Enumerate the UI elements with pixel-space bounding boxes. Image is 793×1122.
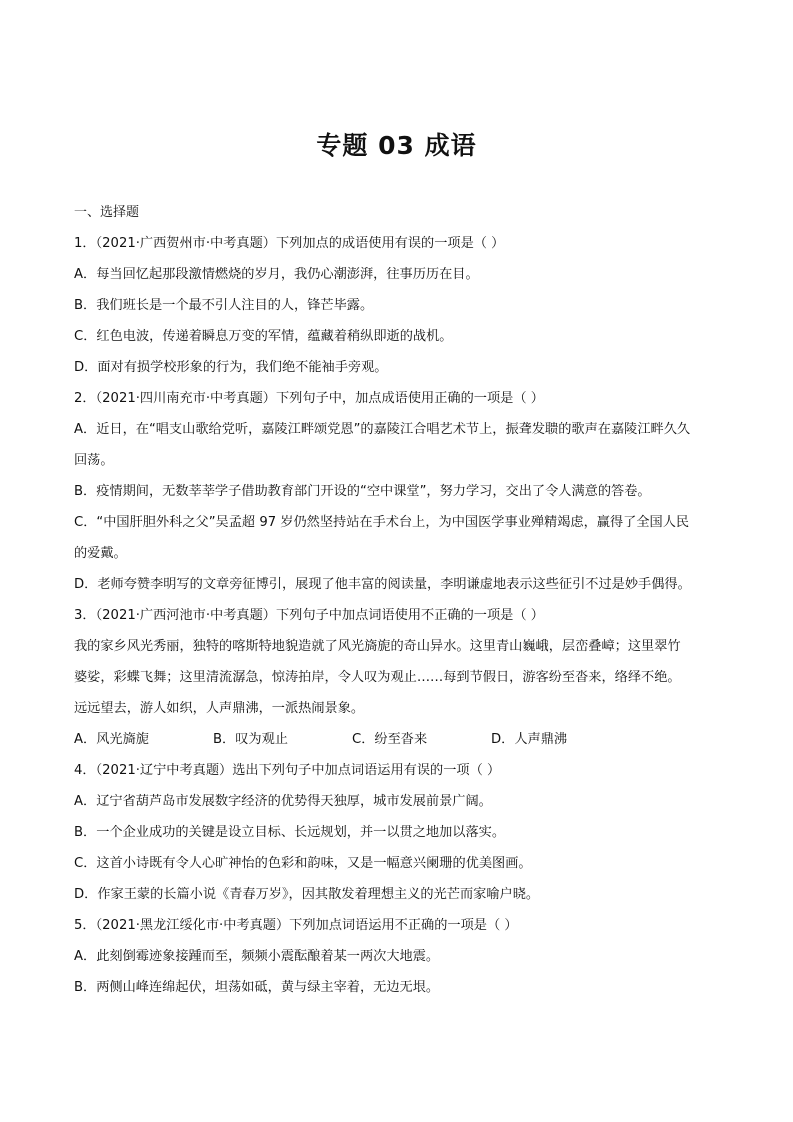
text-line: 5．（2021·黑龙江绥化市·中考真题）下列加点词语运用不正确的一项是（ ） — [74, 918, 518, 933]
text-line: A．辽宁省葫芦岛市发展数字经济的优势得天独厚，城市发展前景广阔。 — [74, 794, 492, 809]
text-line: 我的家乡风光秀丽，独特的喀斯特地貌造就了风光旖旎的奇山异水。这里青山巍峨，层峦叠嶂；这里翠竹 — [74, 639, 681, 654]
section-heading: 一、选择题 — [74, 205, 140, 220]
option-c: C．纷至沓来 — [352, 732, 428, 747]
text-line: D．面对有损学校形象的行为，我们绝不能袖手旁观。 — [74, 360, 388, 375]
text-line: A．每当回忆起那段激情燃烧的岁月，我仍心潮澎湃，往事历历在目。 — [74, 267, 479, 282]
option-a: A．风光旖旎 — [74, 732, 149, 747]
option-d: D．人声鼎沸 — [491, 732, 568, 747]
text-line: B．一个企业成功的关键是设立目标、长远规划，并一以贯之地加以落实。 — [74, 825, 506, 840]
text-line: B．两侧山峰连绵起伏，坦荡如砥，黄与绿主宰着，无边无垠。 — [74, 980, 440, 995]
text-line: 婆娑，彩蝶飞舞；这里清流潺急，惊涛拍岸，令人叹为观止……每到节假日，游客纷至沓来，络绎不绝。 — [74, 670, 681, 685]
text-line: 4．（2021·辽宁中考真题）选出下列句子中加点词语运用有误的一项（ ） — [74, 763, 501, 778]
text-line: B．疫情期间，无数莘莘学子借助教育部门开设的“空中课堂”，努力学习，交出了令人满意的答卷。 — [74, 484, 651, 499]
q3-options — [74, 724, 726, 755]
text-line: 远远望去，游人如织，人声鼎沸，一派热闹景象。 — [74, 701, 365, 716]
text-line: A．近日，在“唱支山歌给党听，嘉陵江畔颂党恩”的嘉陵江合唱艺术节上，振聋发聩的歌声在嘉陵江畔久久 — [74, 422, 691, 437]
option-b: B．叹为观止 — [213, 732, 288, 747]
text-line: A．此刻倒霉迹象接踵而至，频频小震酝酿着某一两次大地震。 — [74, 949, 440, 964]
text-line: C．这首小诗既有令人心旷神怡的色彩和韵味，又是一幅意兴阑珊的优美图画。 — [74, 856, 532, 871]
text-line: C．红色电波，传递着瞬息万变的军情，蕴藏着稍纵即逝的战机。 — [74, 329, 453, 344]
text-line: 2．（2021·四川南充市·中考真题）下列句子中，加点成语使用正确的一项是（ ） — [74, 391, 544, 406]
text-line: C．“中国肝胆外科之父”吴孟超 97 岁仍然坚持站在手术台上，为中国医学事业殚精竭虑，赢得了全国人民 — [74, 515, 690, 530]
document-body — [74, 197, 726, 1003]
text-line: D．老师夸赞李明写的文章旁征博引，展现了他丰富的阅读量，李明谦虚地表示这些征引不过是妙手偶得。 — [74, 577, 691, 592]
text-line: 的爱戴。 — [74, 546, 127, 561]
text-line: 1．（2021·广西贺州市·中考真题）下列加点的成语使用有误的一项是（ ） — [74, 236, 505, 251]
text-line: D．作家王蒙的长篇小说《青春万岁》，因其散发着理想主义的光芒而家喻户晓。 — [74, 887, 540, 902]
text-line: B．我们班长是一个最不引人注目的人，锋芒毕露。 — [74, 298, 374, 313]
text-line: 回荡。 — [74, 453, 114, 468]
text-line: 3．（2021·广西河池市·中考真题）下列句子中加点词语使用不正确的一项是（ ） — [74, 608, 544, 623]
page-title: 专题 03 成语 — [316, 131, 477, 160]
